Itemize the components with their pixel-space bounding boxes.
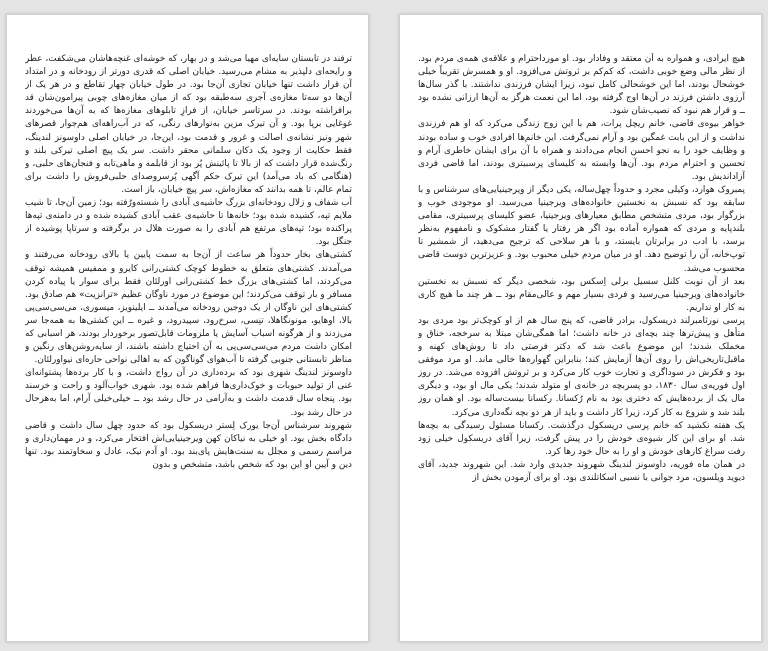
paragraph: یک هفته نکشید که خانم پرسی دریسکول درگذشت. رکسانا مسئول رسیدگی به بچه‌ها شد. او برای این کار شیوه‌ی خودش را در پیش گرفت، زیرا آقای دریسکول خیلی زود رفت سراغ کارهای خودش و او را به حال خود رها کرد.	[418, 420, 745, 457]
paragraph: شهروند سرشناس آن‌جا یورک لِستر دریسکول بود که حدود چهل سال داشت و قاضی دادگاه بخش بود. او خیلی به نیاکان کهن ویرجینیایی‌اش افتخار می‌کرد، و در مهمان‌داری و مراسم رسمی و مجلل به سنت‌هایش پای‌بند بود. او آدم نیک، عادل و سخاوتمند بود. تنها دین و آیین او این بود که شخص باشد، متشخص و بدون	[25, 420, 352, 470]
paragraph: داوسونز لندینگ شهری بود که برده‌داری در آن رواج داشت، و با کار برده‌ها پشتوانه‌ای غنی از تولید حبوبات و خوک‌داری‌ها فراهم شده بود. شهری خواب‌آلود و راحت و خرسند بود. پنجاه سال قدمت داشت و به‌آرامی در حال رشد بود ــ خیلی‌خیلی آرام، اما به‌هرحال در حال رشد بود.	[25, 368, 352, 418]
paragraph: هیچ ایرادی، و همواره به آن معتقد و وفادار بود. او مورداحترام و علاقه‌ی همه‌ی مردم بود. از نظر مالی وضع خوبی داشت، که کم‌کم بر ثروتش می‌افزود. او و همسرش تقریباً خیلی خوشحال بودند، اما این خوشحالی کامل نبود، زیرا ایشان فرزندی نداشتند. با گذر سال‌ها آرزوی داشتن فرزند در آن‌ها اوج گرفته بود، اما این نعمت هرگز به آن‌ها ارزانی نشده بود ــ و قرار هم نبود که نصیب‌شان شود.	[418, 54, 745, 117]
right-page	[399, 14, 762, 642]
left-page-text	[25, 53, 352, 629]
paragraph: بعد از آن نوبت کلنل سسیل برلی اِسکس بود، شخصی دیگر که نسبش به نخستین خانواده‌های ویرجینیا می‌رسید و فردی بسیار مهم و عالی‌مقام بود ــ هر چند ما هیچ کاری به کار او نداریم.	[418, 276, 745, 313]
paragraph: کشتی‌های بخار حدوداً هر ساعت از آن‌جا به سمت پایین یا بالای رودخانه می‌رفتند و می‌آمدند. کشتی‌های متعلق به خطوط کوچک کشتی‌رانی کایرو و ممفیس همیشه توقف می‌کردند، اما کشتی‌های بزرگ خط کشتی‌رانی اورلئان فقط برای سوار یا پیاده کردن مسافر و بار توقف می‌کردند؛ این موضوع در مورد ناوگان عظیم «ترانزیت» هم صادق بود. کشتی‌های این ناوگان از یک دوجین رودخانه می‌آمدند ــ ایلینویز، میسوری، می‌سی‌سی‌پی بالا، اوهایو، مونونگاهلا، تنِسی، سرخ‌رود، سپیدرود، و غیره ــ این کشتی‌ها به همه‌جا سر می‌زدند و از هرگونه اسباب آسایش یا ملزومات قابل‌تصور برخوردار بودند، هر اسبابی که امکان داشت مردم می‌سی‌سی‌پی به آن احتیاج داشته باشند، از سایه‌روشن‌های رنگین و مناظر تابستانی جنوبی گرفته تا آب‌هوای گوناگون که به اهالی نواحی حاره‌ای نیواورلئان.	[25, 250, 352, 366]
paragraph: پمبروک هوارد، وکیلی مجرد و حدوداً چهل‌ساله، یکی دیگر از ویرجینیایی‌های سرشناس و با سابقه بود که نسبش به نخستین خانواده‌های ویرجینیا می‌رسید. او موجودی خوب و بزرگوار بود، مردی متشخص مطابق معیارهای ویرجینیا، عضو کلیسای پرسبیتری، مقامی بلندپایه و مردی که همواره آماده بود اگر هر رفتار یا گفتار مشکوک و نامفهوم به‌نظر برسد، با ادب در برابرتان بایستد، و با هر سلاحی که ترجیح می‌دهید، از شمشیر تا توپ‌خانه، آن را توضیح دهد. او در میان مردم خیلی محبوب بود. و عزیزترین دوست قاضی محسوب می‌شد.	[418, 184, 745, 274]
paragraph: خواهر بیوه‌ی قاضی، خانم ریچل پرات، هم با این زوج زندگی می‌کرد که او هم فرزندی نداشت و از این بابت غمگین بود و آرام نمی‌گرفت. این خانم‌ها افرادی خوب و ساده بودند و وظایف خود را به نحو احسن انجام می‌دادند و همراه با آن برای ایشان خاطری آرام و تحسین و احترام مردم بود. آن‌ها وابسته به کلیسای پرسبیتری بودند، اما قاضی فردی آزاداندیش بود.	[418, 119, 745, 182]
paragraph: آب شفاف و زلال رودخانه‌ای بزرگ حاشیه‌ی آبادی را شسته‌ورُفته بود؛ زمین آن‌جا، تا شیب ملایم تپه، کشیده شده بود؛ خانه‌ها تا حاشیه‌ی عقب آبادی کشیده شده و در دامنه‌ی تپه‌ها پراکنده بود؛ تپه‌های مرتفع هم آبادی را به صورت هلال در برگرفته و سرتاپا پوشیده از جنگل بود.	[25, 198, 352, 248]
paragraph: در همان ماه فوریه، داوسونز لندینگ شهروند جدیدی وارد شد. این شهروند جدید، آقای دیوید ویلسون، مرد جوانی با نسبی اسکاتلندی بود. او برای آزمودن بخش از	[418, 459, 745, 483]
left-page	[6, 14, 369, 642]
paragraph: پرسی نورثامبرلند دریسکول، برادر قاضی، که پنج سال هم از او کوچک‌تر بود مردی بود متأهل و پیش‌ترها چند بچه‌ای در خانه داشت؛ اما همگی‌شان مبتلا به سرخجه، خناق و مخملک شدند؛ این موضوع باعث شد که دکتر فرصتی داد تا روش‌های کهنه و ماقبل‌تاریخی‌اش را روی آن‌ها آزمایش کند؛ بنابراین گهواره‌ها خالی ماند. او مرد موفقی بود و فکرش در سوداگری و تجارت خوب کار می‌کرد و بر ثروتش افزوده می‌شد. در روز اول فوریه‌ی سال ۱۸۳۰، دو پسربچه در خانه‌ی او متولد شدند؛ یکی مال او بود، و دیگری مال یک از برده‌هایش که دختری بود به نام رُکسانا. رکسانا بیست‌ساله بود. او همان روز بلند شد و شروع به کار کرد، زیرا کار داشت و باید از هر دو بچه نگه‌داری می‌کرد.	[418, 315, 745, 418]
paragraph: ترفند در تابستان سایه‌ای مهیا می‌شد و در بهار، که خوشه‌ای غنچه‌هاشان می‌شکفت، عطر و رایحه‌ای دلپذیر به مشام می‌رسید. خیابان اصلی که قدری دورتر از رودخانه و در امتداد آن قرار داشت تنها خیابان تجاری آن‌جا بود. در طول خیابان چهار تقاطع و در هر یک از آن‌ها دو سه‌تا مغازه‌ی آجری سه‌طبقه بود که از میان مغازه‌های چوبی پیرامون‌شان قد برافراشته بودند. در سرتاسر خیابان، از فرازِ تابلوهای مغازه‌ها که به آن‌ها می‌خوردند غوغایی برپا بود. و آن تیرک مزین به‌نوارهای رنگی، که در آب‌راهه‌ای هم‌جوار قصرهای شهر ونیز نشانه‌ی اصالت و غرور و قدمت بود، این‌جا، در خیابان اصلی داوسونز لندینگ، فقط حکایت از وجود یک دکان سلمانی محقر داشت. سر یک پیچ اصلی تیرکی بلند و رنگ‌شده قرار داشت که از بالا تا پائینش پُر بود از قابلمه و ماهی‌تابه و فنجان‌های حلبی، و (هنگامی که باد می‌آمد) این تیرک حکم آگهی پُرسروصدای حلبی‌فروش را داشت برای تمام عالم، تا همه بدانند که مغازه‌اش، سر پیچ خیابان، باز است.	[25, 54, 352, 195]
right-page-text	[418, 53, 745, 629]
